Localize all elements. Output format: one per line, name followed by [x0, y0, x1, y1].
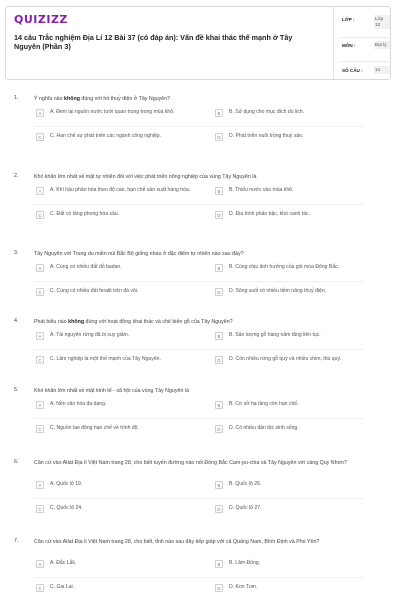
option-letter-box: D: [215, 356, 223, 364]
option-row-separator: [34, 204, 364, 205]
question-count-value: 14: [374, 66, 390, 74]
subject-label: MÔN :: [342, 43, 356, 48]
option-text: D. Sông suối có nhiều tiềm năng thuỷ điện.: [229, 288, 327, 294]
quizizz-logo: QUIZIZZ: [14, 13, 68, 26]
option-letter-box: D: [215, 425, 223, 433]
option-text: C. Quốc lộ 24.: [50, 505, 83, 511]
option-letter-box: C: [36, 211, 44, 219]
option-letter-box: A: [36, 481, 44, 489]
meta-divider: [339, 37, 389, 38]
option-text: B. Cùng chịu ảnh hưởng của gió mùa Đông Bắc.: [229, 264, 340, 270]
question-number: 5.: [14, 387, 19, 393]
option-text: D. Quốc lộ 27.: [229, 505, 262, 511]
option-letter-box: D: [215, 584, 223, 592]
question-text: [34, 318, 364, 326]
option-text: D. Còn nhiều rừng gỗ quý và nhiều chim, thú quý.: [229, 356, 342, 362]
option-text: D. Phát triển nuôi trồng thuỷ sản.: [229, 133, 304, 139]
option-text: D. Có nhiều dân tộc sinh sống.: [229, 425, 299, 431]
option-text: A. Quốc lộ 19.: [50, 481, 83, 487]
option-text: B. Thiếu nước vào mùa khô.: [229, 187, 294, 193]
grade-label: LỚP :: [342, 17, 355, 22]
option-text: B. Lâm Đồng.: [229, 560, 261, 566]
question-number: 1.: [14, 95, 19, 101]
option-letter-box: B: [215, 401, 223, 409]
option-letter-box: C: [36, 584, 44, 592]
option-letter-box: D: [215, 133, 223, 141]
option-letter-box: B: [215, 332, 223, 340]
question-text-part: đúng với hồ thuỷ điện ở Tây Nguyên?: [79, 96, 171, 102]
option-text: A. Đem lại nguồn nước tưới quan trọng trong mùa khô.: [50, 109, 175, 115]
option-letter-box: B: [215, 264, 223, 272]
option-text: C. Gia Lai.: [50, 584, 75, 590]
option-text: B. Cơ sở hạ tầng còn hạn chế.: [229, 401, 299, 407]
question-text-part: Khó khăn lớn nhất về mặt tự nhiên đối với việc phát triển nông nghiệp của vùng Tây Nguyên là: [34, 174, 257, 180]
option-text: D. Địa hình phân bậc, khó canh tác.: [229, 211, 310, 217]
option-text: A. Tài nguyên rừng đã bị suy giảm.: [50, 332, 130, 338]
question-count-label: SỐ CÂU :: [342, 68, 363, 73]
option-letter-box: A: [36, 264, 44, 272]
question-number: 6.: [14, 459, 19, 465]
option-row-separator: [34, 418, 364, 419]
option-text: A. Khí hậu phân hóa theo độ cao, hạn chế sản xuất hàng hóa.: [50, 187, 191, 193]
option-letter-box: C: [36, 505, 44, 513]
meta-divider: [339, 61, 389, 62]
option-row-separator: [34, 498, 364, 499]
question-number: 4.: [14, 318, 19, 324]
question-text: [34, 173, 364, 181]
option-letter-box: C: [36, 288, 44, 296]
option-text: C. Nguồn lao động hạn chế về trình độ.: [50, 425, 139, 431]
option-text: B. Quốc lộ 26.: [229, 481, 262, 487]
option-letter-box: A: [36, 187, 44, 195]
question-number: 7.: [14, 538, 19, 544]
subject-value: Địa lý: [374, 41, 390, 49]
option-letter-box: B: [215, 481, 223, 489]
question-text-emphasis: không: [68, 319, 85, 325]
question-text: [34, 538, 364, 546]
option-letter-box: A: [36, 560, 44, 568]
question-text-part: đúng với hoạt động khai thác và chế biến gỗ của Tây Nguyên?: [84, 319, 233, 325]
question-text: [34, 387, 364, 395]
option-text: C. Hạn chế sự phát triển các ngành công nghiệp.: [50, 133, 162, 139]
header-divider: [333, 7, 334, 79]
question-text-part: Phát biểu nào: [34, 319, 69, 325]
worksheet-title: 14 câu Trắc nghiệm Địa Lí 12 Bài 37 (có đáp án): Vấn đề khai thác thế mạnh ở Tây Nguyên (Phần 3): [14, 33, 293, 51]
option-letter-box: D: [215, 288, 223, 296]
option-text: A. Đắc Lắk.: [50, 560, 77, 566]
question-text: [34, 459, 364, 467]
question-text-part: Căn cứ vào Atlat Địa lí Việt Nam trang 28, cho biết tuyến đường nào nối Đông Bắc Cam-pu-chia và Tây Nguyên với cảng Quy Nhơn?: [34, 460, 347, 466]
worksheet-header: [5, 6, 391, 80]
question-text: [34, 95, 364, 103]
question-text-emphasis: không: [64, 96, 80, 102]
option-text: B. Sản lượng gỗ hàng năm tăng liên tục.: [229, 332, 321, 338]
option-letter-box: A: [36, 109, 44, 117]
question-number: 2.: [14, 173, 19, 179]
option-letter-box: A: [36, 332, 44, 340]
option-letter-box: B: [215, 560, 223, 568]
question-text: [34, 250, 364, 258]
option-text: D. Kon Tum.: [229, 584, 258, 590]
question-text-part: Khó khăn lớn nhất về mặt kinh tế - xã hội của vùng Tây Nguyên là: [34, 388, 190, 394]
question-text-part: Ý nghĩa nào: [34, 96, 65, 102]
question-text-part: Tây Nguyên với Trung du miền núi Bắc Bộ giống nhau ở đặc điểm tự nhiên nào sau đây?: [34, 251, 244, 257]
option-letter-box: C: [36, 133, 44, 141]
option-letter-box: D: [215, 211, 223, 219]
option-letter-box: A: [36, 401, 44, 409]
option-text: C. Cùng có nhiều đất feralit trên đá vôi.: [50, 288, 139, 294]
option-row-separator: [34, 577, 364, 578]
option-text: C. Đất có tầng phong hóa sâu.: [50, 211, 120, 217]
option-row-separator: [34, 126, 364, 127]
option-letter-box: C: [36, 356, 44, 364]
question-text-part: Căn cứ vào Atlat Địa lí Việt Nam trang 28, cho biết, tỉnh nào sau đây tiếp giáp với cả Quảng Nam, Bình Định và Phú Yên?: [34, 539, 320, 545]
question-number: 3.: [14, 250, 19, 256]
option-letter-box: B: [215, 187, 223, 195]
option-letter-box: C: [36, 425, 44, 433]
option-text: A. Cùng có nhiều đất đỏ badan.: [50, 264, 122, 270]
grade-value: Lớp 12: [374, 15, 390, 29]
option-letter-box: D: [215, 505, 223, 513]
option-text: B. Sử dụng cho mục đích du lịch.: [229, 109, 305, 115]
option-text: C. Lâm nghiệp là một thế mạnh của Tây Nguyên.: [50, 356, 161, 362]
option-row-separator: [34, 349, 364, 350]
option-text: A. Nền văn hóa đa dạng.: [50, 401, 107, 407]
option-row-separator: [34, 281, 364, 282]
option-letter-box: B: [215, 109, 223, 117]
